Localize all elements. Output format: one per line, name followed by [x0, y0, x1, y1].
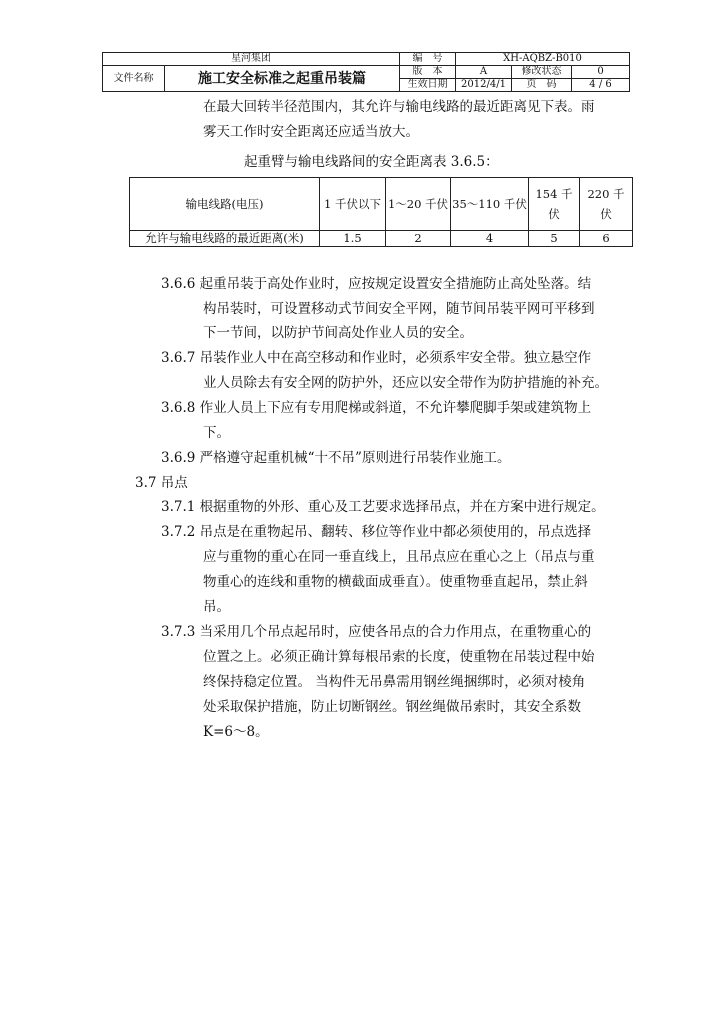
- clause-line: 终保持稳定位置。 当构件无吊鼻需用钢丝绳捆绑时，必须对棱角: [203, 674, 586, 690]
- distance-value: 2: [386, 231, 451, 247]
- distance-row-label: 允许与输电线路的最近距离(米): [130, 231, 320, 247]
- voltage-header: 输电线路(电压): [130, 178, 320, 231]
- distance-value: 1.5: [320, 231, 386, 247]
- clause-line: 下。: [203, 425, 230, 441]
- voltage-column: 1 千伏以下: [320, 178, 386, 231]
- code-label: 编 号: [400, 53, 456, 66]
- clause-line: 3.7.3 当采用几个吊点起吊时，应使各吊点的合力作用点，在重物重心的: [161, 624, 592, 640]
- voltage-column: [529, 178, 580, 231]
- distance-value: 5: [529, 231, 580, 247]
- clause-line: 3.6.7 吊装作业人中在高空移动和作业时，必须系牢安全带。独立悬空作: [161, 350, 592, 366]
- distance-value: 4: [451, 231, 529, 247]
- section-heading: 3.7 吊点: [135, 475, 188, 491]
- clause-line: 3.6.9 严格遵守起重机械“十不吊”原则进行吊装作业施工。: [161, 450, 511, 466]
- code-value: XH-AQBZ-B010: [456, 53, 630, 66]
- effective-value: 2012/4/1: [456, 79, 512, 92]
- clause-line: 3.6.8 作业人员上下应有专用爬梯或斜道，不允许攀爬脚手架或建筑物上: [161, 400, 592, 416]
- clause-line: 下一节间，以防护节间高处作业人员的安全。: [203, 325, 473, 341]
- version-label: 版 本: [400, 66, 456, 79]
- distance-value: 6: [580, 231, 633, 247]
- clause-line: 3.6.6 起重吊装于高处作业时，应按规定设置安全措施防止高处坠落。结: [161, 276, 592, 292]
- voltage-column-line2: 伏: [600, 207, 612, 221]
- voltage-column: [580, 178, 633, 231]
- clause-line: 3.7.1 根据重物的外形、重心及工艺要求选择吊点，并在方案中进行规定。: [161, 499, 605, 515]
- clause-line: 处采取保护措施，防止切断钢丝。钢丝绳做吊索时，其安全系数: [203, 699, 581, 715]
- clause-line: 物重心的连线和重物的横截面成垂直）。使重物垂直起吊，禁止斜: [203, 574, 588, 590]
- voltage-column-line2: 伏: [548, 207, 560, 221]
- page-label: 页 码: [512, 79, 572, 92]
- company-name: 星河集团: [103, 53, 400, 66]
- page-value: 4 / 6: [572, 79, 630, 92]
- safety-distance-table: [129, 177, 633, 247]
- table-caption: 起重臂与输电线路间的安全距离表 3.6.5：: [244, 154, 499, 170]
- voltage-column: 1～20 千伏: [386, 178, 451, 231]
- document-header: [102, 52, 630, 92]
- effective-label: 生效日期: [400, 79, 456, 92]
- intro-line: 在最大回转半径范围内，其允许与输电线路的最近距离见下表。雨: [203, 99, 595, 115]
- voltage-column-line1: 154 千: [535, 187, 573, 201]
- voltage-column-line1: 220 千: [587, 187, 625, 201]
- file-name-label: 文件名称: [103, 66, 165, 92]
- intro-line: 雾天工作时安全距离还应适当放大。: [203, 124, 419, 140]
- clause-line: 应与重物的重心在同一垂直线上，且吊点应在重心之上（吊点与重: [203, 549, 595, 565]
- revision-label: 修改状态: [512, 66, 572, 79]
- clause-line: K=6～8。: [203, 724, 269, 740]
- voltage-column: 35～110 千伏: [451, 178, 529, 231]
- document-title: 施工安全标准之起重吊装篇: [165, 66, 400, 92]
- clause-line: 位置之上。必须正确计算每根吊索的长度，使重物在吊装过程中始: [203, 649, 595, 665]
- clause-line: 吊。: [203, 599, 230, 615]
- revision-value: 0: [572, 66, 630, 79]
- clause-line: 3.7.2 吊点是在重物起吊、翻转、移位等作业中都必须使用的，吊点选择: [161, 524, 592, 540]
- clause-line: 业人员除去有安全网的防护外，还应以安全带作为防护措施的补充。: [203, 375, 608, 391]
- version-value: A: [456, 66, 512, 79]
- clause-line: 构吊装时，可设置移动式节间安全平网，随节间吊装平网可平移到: [203, 301, 595, 317]
